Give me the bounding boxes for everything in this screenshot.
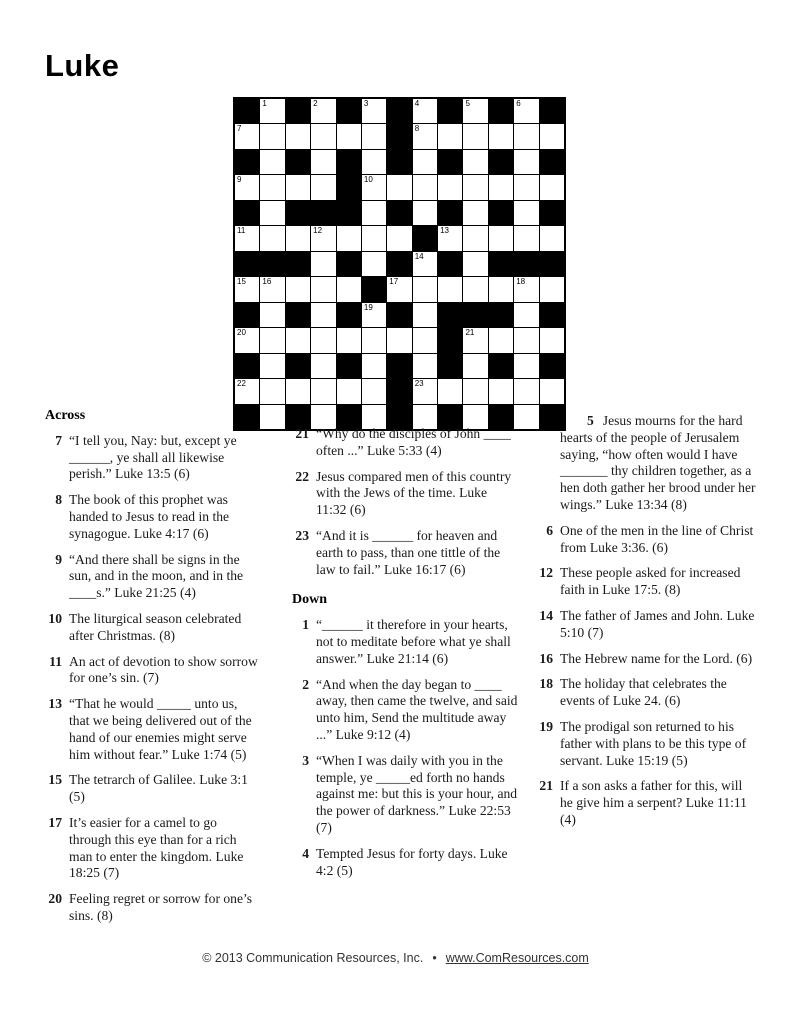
grid-cell-white[interactable] <box>514 201 538 225</box>
grid-cell-white[interactable] <box>337 277 361 301</box>
clue-text: Tempted Jesus for forty days. Luke 4:2 (5) <box>316 845 508 878</box>
grid-cell-black <box>540 99 564 123</box>
clue-section-header: Down <box>292 592 328 608</box>
grid-cell-black <box>387 201 411 225</box>
grid-cell-white[interactable] <box>514 328 538 352</box>
grid-cell-white[interactable] <box>286 124 310 148</box>
grid-cell-white[interactable] <box>311 99 335 123</box>
grid-cell-white[interactable] <box>362 354 386 378</box>
grid-cell-white[interactable] <box>362 124 386 148</box>
clue <box>292 469 520 519</box>
grid-cell-white[interactable] <box>413 328 437 352</box>
clue-text: Feeling regret or sorrow for one’s sins. (8) <box>69 891 253 923</box>
grid-cell-white[interactable] <box>413 150 437 174</box>
grid-cell-white[interactable] <box>362 303 386 327</box>
grid-cell-white[interactable] <box>337 379 361 403</box>
clue-segment <box>536 413 758 829</box>
grid-cell-black <box>387 99 411 123</box>
grid-cell-white[interactable] <box>438 175 462 199</box>
grid-cell-white[interactable] <box>413 277 437 301</box>
clue <box>45 772 259 806</box>
grid-cell-white[interactable] <box>286 277 310 301</box>
clue-text: The father of James and John. Luke 5:10 (7) <box>560 607 755 640</box>
grid-cell-white[interactable] <box>463 124 487 148</box>
grid-cell-white[interactable] <box>311 354 335 378</box>
grid-cell-white[interactable] <box>362 99 386 123</box>
grid-cell-white[interactable] <box>463 226 487 250</box>
clue-number: 13 <box>48 696 62 712</box>
clue-number: 15 <box>48 772 62 788</box>
cell-number: 2 <box>313 99 318 108</box>
grid-cell-black <box>489 150 513 174</box>
grid-cell-black <box>387 252 411 276</box>
clue-text: The holiday that celebrates the events of Luke 24. (6) <box>560 676 727 709</box>
clue-number: 21 <box>539 778 553 794</box>
cell-number: 20 <box>237 328 246 338</box>
grid-cell-white[interactable] <box>489 277 513 301</box>
grid-cell-white[interactable] <box>362 252 386 276</box>
clue <box>45 433 259 483</box>
grid-cell-white[interactable] <box>286 175 310 199</box>
clue <box>292 846 520 880</box>
grid-cell-black <box>540 354 564 378</box>
grid-cell-white[interactable] <box>413 201 437 225</box>
cell-number: 15 <box>237 277 246 287</box>
clue-text: The tetrarch of Galilee. Luke 3:1 (5) <box>69 772 248 805</box>
clue-number: 17 <box>48 814 62 830</box>
grid-cell-white[interactable] <box>387 277 411 301</box>
cell-number: 4 <box>414 99 420 108</box>
clue <box>536 719 758 769</box>
cell-number: 14 <box>414 251 424 261</box>
footer <box>0 951 791 965</box>
grid-cell-white[interactable] <box>514 124 538 148</box>
clue-number: 8 <box>55 492 62 508</box>
clue-number: 12 <box>539 565 553 581</box>
grid-cell-black <box>337 303 361 327</box>
grid-cell-black <box>438 354 462 378</box>
clue-section-header: Across <box>45 408 86 423</box>
grid-cell-white[interactable] <box>311 124 335 148</box>
grid-cell-white[interactable] <box>514 150 538 174</box>
grid-cell-white[interactable] <box>387 175 411 199</box>
crossword-grid[interactable] <box>233 97 566 431</box>
grid-cell-black <box>438 99 462 123</box>
grid-cell-black <box>235 252 259 276</box>
clue-text: “I tell you, Nay: but, except ye ______, ye shall all likewise perish.” Luke 13:5 (6) <box>69 432 237 482</box>
grid-cell-white[interactable] <box>235 277 259 301</box>
grid-cell-white[interactable] <box>413 124 437 148</box>
grid-cell-white[interactable] <box>514 99 538 123</box>
grid-cell-white[interactable] <box>413 303 437 327</box>
clue <box>536 778 758 828</box>
grid-cell-white[interactable] <box>260 379 284 403</box>
clue-number: 11 <box>49 653 62 669</box>
grid-cell-white[interactable] <box>489 379 513 403</box>
clues-column-across <box>45 408 259 934</box>
grid-cell-white[interactable] <box>311 277 335 301</box>
grid-cell-white[interactable] <box>514 175 538 199</box>
grid-cell-black <box>489 99 513 123</box>
copyright-text: © 2013 Communication Resources, Inc. <box>202 951 424 965</box>
clue <box>292 528 520 578</box>
grid-cell-white[interactable] <box>260 124 284 148</box>
clue-number: 5 <box>587 413 594 428</box>
clue-number: 22 <box>295 468 309 484</box>
grid-cell-white[interactable] <box>362 150 386 174</box>
cell-number: 18 <box>516 277 526 287</box>
cell-number: 10 <box>363 175 373 185</box>
grid-cell-black <box>489 303 513 327</box>
clue <box>45 552 259 602</box>
clue <box>536 523 758 557</box>
grid-cell-white[interactable] <box>286 379 310 403</box>
clue-text: The prodigal son returned to his father with plans to be this type of servant. Luke 15:19 (5) <box>560 718 747 768</box>
grid-cell-white[interactable] <box>235 328 259 352</box>
grid-cell-black <box>540 150 564 174</box>
cell-number: 21 <box>465 328 475 338</box>
clue-text: One of the men in the line of Christ from Luke 3:36. (6) <box>560 522 754 555</box>
footer-separator: • <box>432 951 437 965</box>
grid-cell-black <box>387 150 411 174</box>
grid-cell-black <box>387 303 411 327</box>
grid-cell-white[interactable] <box>413 354 437 378</box>
clue-number: 4 <box>302 845 309 861</box>
grid-cell-white[interactable] <box>260 201 284 225</box>
grid-cell-white[interactable] <box>413 252 437 276</box>
clue-number: 2 <box>302 676 309 692</box>
grid-cell-black <box>337 252 361 276</box>
clue-number: 7 <box>55 432 62 448</box>
cell-number: 7 <box>237 124 242 134</box>
grid-cell-black <box>489 354 513 378</box>
grid-cell-black <box>235 99 259 123</box>
grid-cell-white[interactable] <box>387 226 411 250</box>
clue-text: If a son asks a father for this, will he give him a serpent? Luke 11:11 (4) <box>560 778 747 827</box>
clue-number: 16 <box>539 650 553 666</box>
grid-cell-white[interactable] <box>438 379 462 403</box>
clue-segment <box>292 426 520 578</box>
grid-cell-white[interactable] <box>463 252 487 276</box>
grid-cell-white[interactable] <box>514 354 538 378</box>
grid-cell-white[interactable] <box>438 277 462 301</box>
clues-column-down <box>536 413 758 838</box>
grid-cell-black <box>311 201 335 225</box>
grid-cell-black <box>540 252 564 276</box>
clue-number: 23 <box>295 527 309 543</box>
clue <box>292 677 520 744</box>
grid-cell-white[interactable] <box>514 277 538 301</box>
clue-text: The Hebrew name for the Lord. (6) <box>560 650 753 666</box>
grid-cell-white[interactable] <box>463 379 487 403</box>
cell-number: 1 <box>262 99 267 108</box>
clue-segment <box>292 592 520 879</box>
grid-cell-white[interactable] <box>235 175 259 199</box>
clue <box>45 654 259 688</box>
grid-cell-black <box>438 303 462 327</box>
clue-text: An act of devotion to show sorrow for one’s sin. (7) <box>69 653 258 686</box>
grid-cell-white[interactable] <box>387 328 411 352</box>
grid-cell-black <box>286 303 310 327</box>
grid-cell-white[interactable] <box>235 226 259 250</box>
clue-segment <box>45 408 259 925</box>
clue-number: 6 <box>546 522 553 538</box>
grid-cell-white[interactable] <box>438 124 462 148</box>
grid-cell-white[interactable] <box>463 277 487 301</box>
clue-text: “And there shall be signs in the sun, and in the moon, and in the ____s.” Luke 21:25 (4) <box>69 551 244 601</box>
grid-cell-black <box>540 201 564 225</box>
cell-number: 11 <box>237 226 246 236</box>
grid-cell-white[interactable] <box>337 124 361 148</box>
clue-text: Jesus compared men of this country with the Jews of the time. Luke 11:32 (6) <box>316 468 512 518</box>
grid-cell-white[interactable] <box>260 175 284 199</box>
grid-cell-black <box>235 303 259 327</box>
clue <box>45 492 259 542</box>
grid-cell-white[interactable] <box>540 277 564 301</box>
cell-number: 22 <box>237 379 246 389</box>
grid-cell-white[interactable] <box>463 99 487 123</box>
clue-number: 1 <box>302 617 309 633</box>
grid-cell-white[interactable] <box>260 328 284 352</box>
grid-cell-white[interactable] <box>489 175 513 199</box>
clue <box>45 696 259 763</box>
grid-cell-white[interactable] <box>514 303 538 327</box>
clue-text: “And when the day began to ____ away, then came the twelve, and said unto him, Send the multitude away ...” Luke 9:12 (4) <box>316 676 518 742</box>
grid-cell-black <box>337 150 361 174</box>
grid-cell-white[interactable] <box>489 124 513 148</box>
grid-cell-white[interactable] <box>260 354 284 378</box>
clue-text: “When I was daily with you in the temple, ye _____ed forth no hands against me: but this is your hour, and the power of darkness.” Luke 22:53 (7) <box>316 752 518 835</box>
grid-cell-white[interactable] <box>311 252 335 276</box>
clue <box>292 426 520 460</box>
grid-cell-black <box>438 328 462 352</box>
grid-cell-white[interactable] <box>362 226 386 250</box>
clue-number: 14 <box>539 607 553 623</box>
grid-cell-black <box>387 379 411 403</box>
clue-text: “______ it therefore in your hearts, not to meditate before what ye shall answer.” Luke 21:14 (6) <box>316 617 511 666</box>
cell-number: 13 <box>440 226 449 236</box>
grid-cell-black <box>362 277 386 301</box>
grid-cell-black <box>514 252 538 276</box>
grid-cell-white[interactable] <box>260 150 284 174</box>
grid-cell-black <box>235 201 259 225</box>
clue <box>45 815 259 882</box>
clue <box>560 413 758 514</box>
grid-cell-white[interactable] <box>362 379 386 403</box>
grid-cell-white[interactable] <box>514 226 538 250</box>
grid-cell-black <box>286 150 310 174</box>
cell-number: 9 <box>237 175 242 185</box>
clue-number: 3 <box>302 752 309 768</box>
grid-cell-white[interactable] <box>235 379 259 403</box>
grid-cell-white[interactable] <box>311 303 335 327</box>
clue <box>536 565 758 599</box>
clue-number: 21 <box>295 426 309 441</box>
grid-cell-white[interactable] <box>337 328 361 352</box>
grid-cell-white[interactable] <box>286 328 310 352</box>
clue-text: “Why do the disciples of John ____ often ...” Luke 5:33 (4) <box>316 426 511 458</box>
cell-number: 23 <box>414 379 424 389</box>
grid-cell-white[interactable] <box>463 201 487 225</box>
grid-cell-white[interactable] <box>311 328 335 352</box>
grid-cell-black <box>387 354 411 378</box>
grid-cell-white[interactable] <box>260 99 284 123</box>
grid-cell-black <box>489 201 513 225</box>
grid-cell-white[interactable] <box>260 405 284 429</box>
clue <box>292 617 520 667</box>
grid-cell-black <box>387 124 411 148</box>
grid-cell-black <box>438 201 462 225</box>
grid-cell-white[interactable] <box>489 226 513 250</box>
clue-text: Jesus mourns for the hard hearts of the people of Jerusalem saying, “how often would I have _______ thy children together, as a hen doth gather her brood under her wings.” Luke 13:34 (8) <box>560 413 756 512</box>
cell-number: 17 <box>389 277 399 287</box>
grid-cell-black <box>337 201 361 225</box>
grid-cell-white[interactable] <box>286 226 310 250</box>
clue-number: 19 <box>539 718 553 734</box>
grid-cell-white[interactable] <box>362 175 386 199</box>
grid-cell-white[interactable] <box>362 201 386 225</box>
clue-number: 9 <box>55 551 62 567</box>
clue-text: “That he would _____ unto us, that we being delivered out of the hand of our enemies might serve him without fear.” Luke 1:74 (5) <box>69 696 252 762</box>
grid-cell-white[interactable] <box>260 226 284 250</box>
clues-column-middle <box>292 426 520 888</box>
grid-cell-white[interactable] <box>260 277 284 301</box>
grid-cell-white[interactable] <box>540 124 564 148</box>
cell-number: 16 <box>262 277 272 287</box>
grid-cell-black <box>463 303 487 327</box>
grid-cell-black <box>337 99 361 123</box>
grid-cell-white[interactable] <box>463 354 487 378</box>
clue <box>45 891 259 925</box>
grid-cell-black <box>337 175 361 199</box>
grid-cell-black <box>286 252 310 276</box>
clue-number: 20 <box>48 891 62 907</box>
page-title: Luke <box>45 48 120 83</box>
grid-cell-white[interactable] <box>413 175 437 199</box>
grid-cell-white[interactable] <box>311 150 335 174</box>
grid-cell-black <box>438 150 462 174</box>
grid-cell-white[interactable] <box>540 328 564 352</box>
grid-cell-black <box>413 226 437 250</box>
grid-cell-white[interactable] <box>311 379 335 403</box>
clue <box>536 651 758 668</box>
clue-number: 10 <box>48 610 62 626</box>
grid-cell-white[interactable] <box>489 328 513 352</box>
grid-cell-black <box>286 201 310 225</box>
clue-text: It’s easier for a camel to go through this eye than for a rich man to enter the kingdom. Luke 18:25 (7) <box>69 814 244 881</box>
grid-cell-white[interactable] <box>463 328 487 352</box>
grid-cell-white[interactable] <box>514 379 538 403</box>
grid-cell-white[interactable] <box>311 226 335 250</box>
grid-cell-white[interactable] <box>463 150 487 174</box>
grid-cell-white[interactable] <box>337 226 361 250</box>
clue-text: The book of this prophet was handed to Jesus to read in the synagogue. Luke 4:17 (6) <box>69 492 230 541</box>
grid-cell-black <box>286 99 310 123</box>
cell-number: 19 <box>363 302 373 312</box>
grid-cell-black <box>235 150 259 174</box>
grid-cell-white[interactable] <box>540 175 564 199</box>
clue-number: 18 <box>539 676 553 692</box>
grid-cell-white[interactable] <box>438 226 462 250</box>
grid-cell-black <box>337 354 361 378</box>
grid-cell-black <box>235 354 259 378</box>
grid-cell-black <box>540 303 564 327</box>
cell-number: 8 <box>414 124 420 134</box>
footer-link[interactable]: www.ComResources.com <box>445 951 589 965</box>
cell-number: 6 <box>516 99 521 108</box>
grid-cell-white[interactable] <box>362 328 386 352</box>
cell-number: 12 <box>313 226 323 236</box>
grid-cell-white[interactable] <box>235 124 259 148</box>
grid-cell-white[interactable] <box>540 226 564 250</box>
clue <box>45 611 259 645</box>
grid-cell-white[interactable] <box>540 379 564 403</box>
clue <box>536 608 758 642</box>
cell-number: 3 <box>363 99 369 108</box>
clue-text: The liturgical season celebrated after Christmas. (8) <box>69 610 242 643</box>
clue <box>292 753 520 837</box>
grid-cell-white[interactable] <box>311 175 335 199</box>
clue-text: These people asked for increased faith in Luke 17:5. (8) <box>560 565 741 598</box>
clue <box>536 676 758 710</box>
grid-cell-white[interactable] <box>463 175 487 199</box>
grid-cell-white[interactable] <box>413 379 437 403</box>
grid-cell-black <box>260 252 284 276</box>
grid-cell-black <box>438 252 462 276</box>
cell-number: 5 <box>465 99 470 108</box>
grid-cell-black <box>489 252 513 276</box>
grid-cell-black <box>286 354 310 378</box>
grid-cell-white[interactable] <box>260 303 284 327</box>
grid-cell-white[interactable] <box>413 99 437 123</box>
clue-text: “And it is ______ for heaven and earth to pass, than one tittle of the law to fail.” Luke 16:17 (6) <box>316 527 501 577</box>
